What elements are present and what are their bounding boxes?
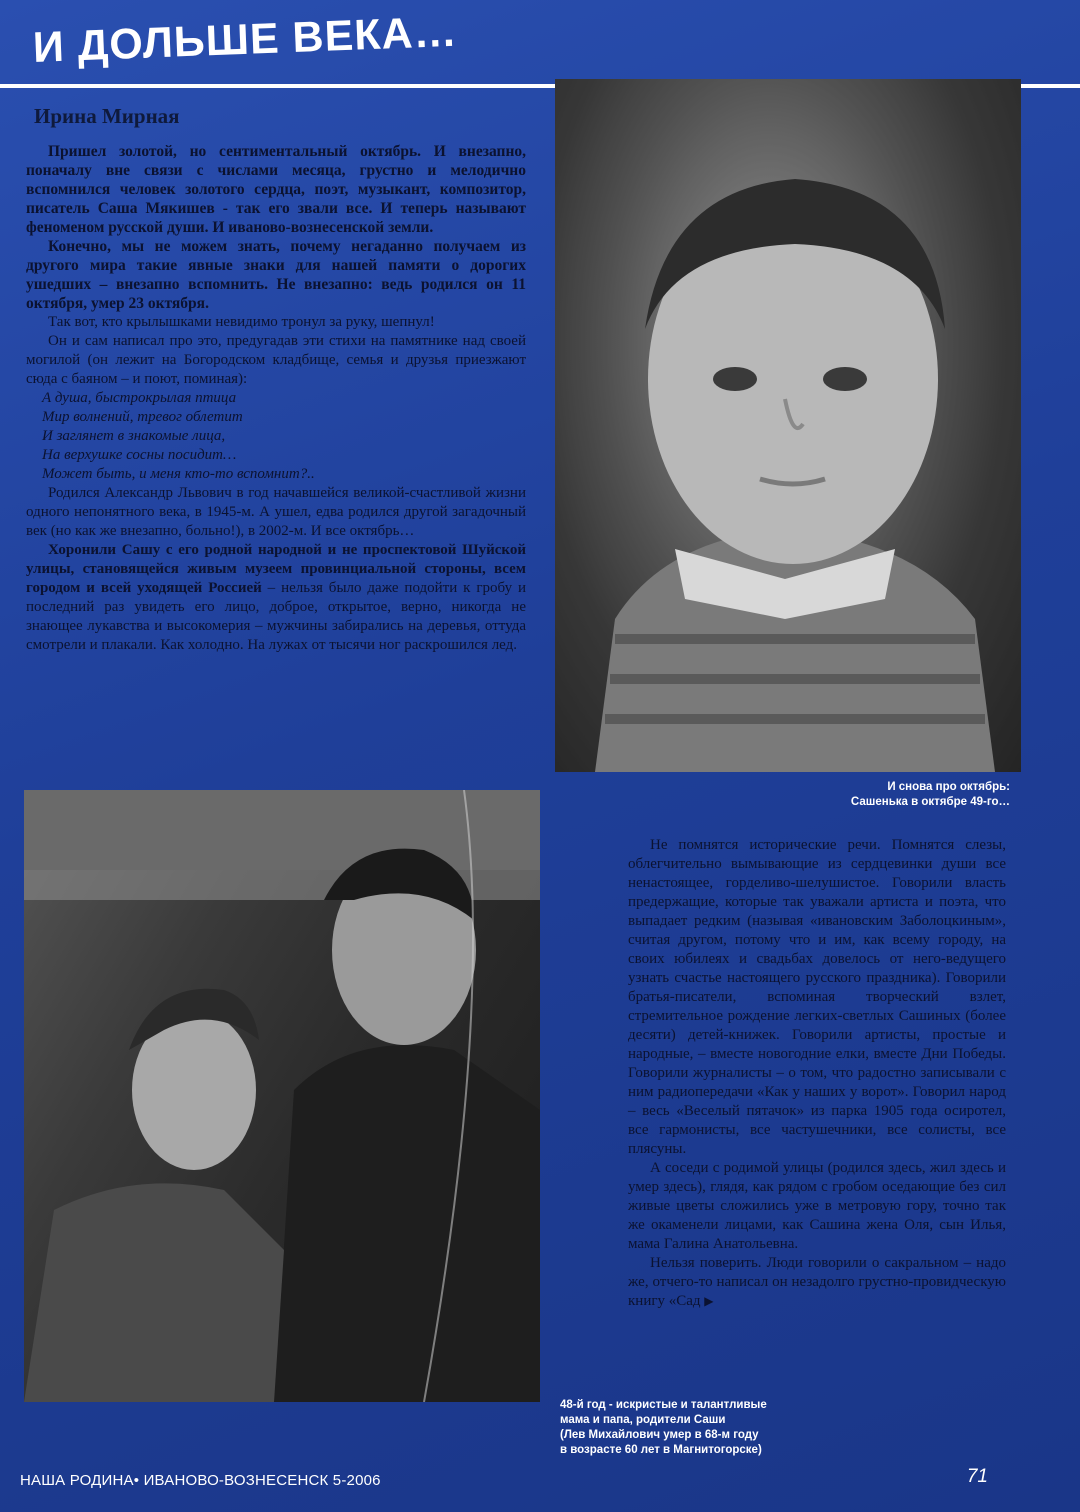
poem-line: Может быть, и меня кто-то вспомнит?.. [42,466,315,482]
photo-parents [24,790,540,1402]
photo-child-portrait [555,79,1021,772]
article-column-right [628,836,1006,1311]
lead-paragraph-2: Конечно, мы не можем знать, почему негаданно получаем из другого мира такие явные знаки для нашей памяти о дорогих ушедших – внезапно вспомнить. Не внезапно: ведь родился он 11 октября, умер 23 октября. [26,238,526,312]
paragraph-5: Не помнятся исторические речи. Помнятся слезы, облегчительно вымывающие из сердцевинки души все ненастоящее, горделиво-шелушистое. Говорили власть предержащие, которые так уважали артиста и поэта, что выпадает редким (называя «ивановским Заболоцкиным», считая другом, потому что и им, как всему городу, на своих юбилеях и свадьбах довелось от него-ведущего узнать счастье настоящего русского праздника). Говорили братья-писатели, вспоминая творческий взлет, стремительное рождение легких-светлых Сашиных (более десяти) детей-книжек. Говорили артисты, простые и народные, – вместе новогодние елки, вместе Дни Победы. Говорили журналисты – о том, что радостно записывали с ним радиопередачи «Как у наших у ворот». Говорил народ – весь «Веселый пятачок» из парка 1905 года осиротел, все гармонисты, все частушечники, все солисты, все плясуны. [628,837,1006,1157]
magazine-footer: НАША РОДИНА• ИВАНОВО-ВОЗНЕСЕНСК 5-2006 [20,1472,381,1489]
poem-line: Мир волнений, тревог облетит [42,409,243,425]
paragraph-7 [628,1254,1006,1311]
paragraph-4-rest: – нельзя было даже подойти к гробу и последний раз увидеть его лицо, доброе, открытое, верно, никогда не знающее лукавства и высокомерия – мужчины забирались на деревья, оттуда смотрели и плакали. Как холодно. На лужах от тысячи ног раскрошился лед. [26,580,526,653]
caption-parents-line-1: 48-й год - искристые и талантливые [560,1399,767,1411]
paragraph-2: Он и сам написал про это, предугадав эти стихи на памятнике над своей могилой (он лежит на Богородском кладбище, семья и друзья приезжают сюда с баяном – и поют, поминая): [26,333,526,387]
photo-parents-illustration [24,790,540,1402]
caption-child-line-1: И снова про октябрь: [887,781,1010,793]
article-column-left [26,142,526,655]
photo-child-illustration [555,79,1021,772]
poem-line: А душа, быстрокрылая птица [42,390,237,406]
paragraph-6: А соседи с родимой улицы (родился здесь, жил здесь и умер здесь), глядя, как рядом с гробом оседающие без сил живые цветы сложились уже в метровую гору, точно так же окаменели лицами, как Сашина жена Оля, сын Илья, мама Галина Анатольевна. [628,1160,1006,1252]
poem-line: И заглянет в знакомые лица, [42,428,226,444]
caption-parents-line-2: мама и папа, родители Саши [560,1414,726,1426]
caption-child [750,780,1010,810]
author-name: Ирина Мирная [34,104,180,128]
caption-parents-line-4: в возрасте 60 лет в Магнитогорске) [560,1444,762,1456]
caption-parents-line-3: (Лев Михайлович умер в 68-м году [560,1429,759,1441]
paragraph-3: Родился Александр Львович в год начавшейся великой-счастливой жизни одного непонятного века, в 1945-м. А ушел, едва родился другой загадочный век (но как же внезапно, больно!), в 2002-м. И все октябрь… [26,485,526,539]
poem [26,389,526,484]
paragraph-7-text: Нельзя поверить. Люди говорили о сакральном – надо же, отчего-то написал он незадолго грустно-провидческую книгу «Сад [628,1255,1006,1309]
paragraph-4 [26,541,526,655]
paragraph-4-bold: Хоронили Сашу с его родной народной и не проспектовой Шуйской улицы, становящейся живым музеем провинциальной стороны, всем городом и всей уходящей Россией [26,542,526,596]
page-number: 71 [966,1466,988,1487]
poem-line: На верхушке сосны посидит… [42,447,237,463]
continue-arrow-icon: ▶ [704,1294,714,1308]
headline: И ДОЛЬШЕ ВЕКА… [32,7,459,72]
lead-paragraph-1: Пришел золотой, но сентиментальный октябрь. И внезапно, поначалу вне связи с числами месяца, грустно и мелодично вспомнился человек золотого сердца, поэт, музыкант, композитор, писатель Саша Мякишев - так его звали все. И теперь называют феноменом русской души. И иваново-вознесенской земли. [26,143,526,236]
paragraph-1: Так вот, кто крылышками невидимо тронул за руку, шепнул! [48,314,435,330]
caption-parents [560,1398,810,1458]
caption-child-line-2: Сашенька в октябре 49-го… [850,796,1010,808]
